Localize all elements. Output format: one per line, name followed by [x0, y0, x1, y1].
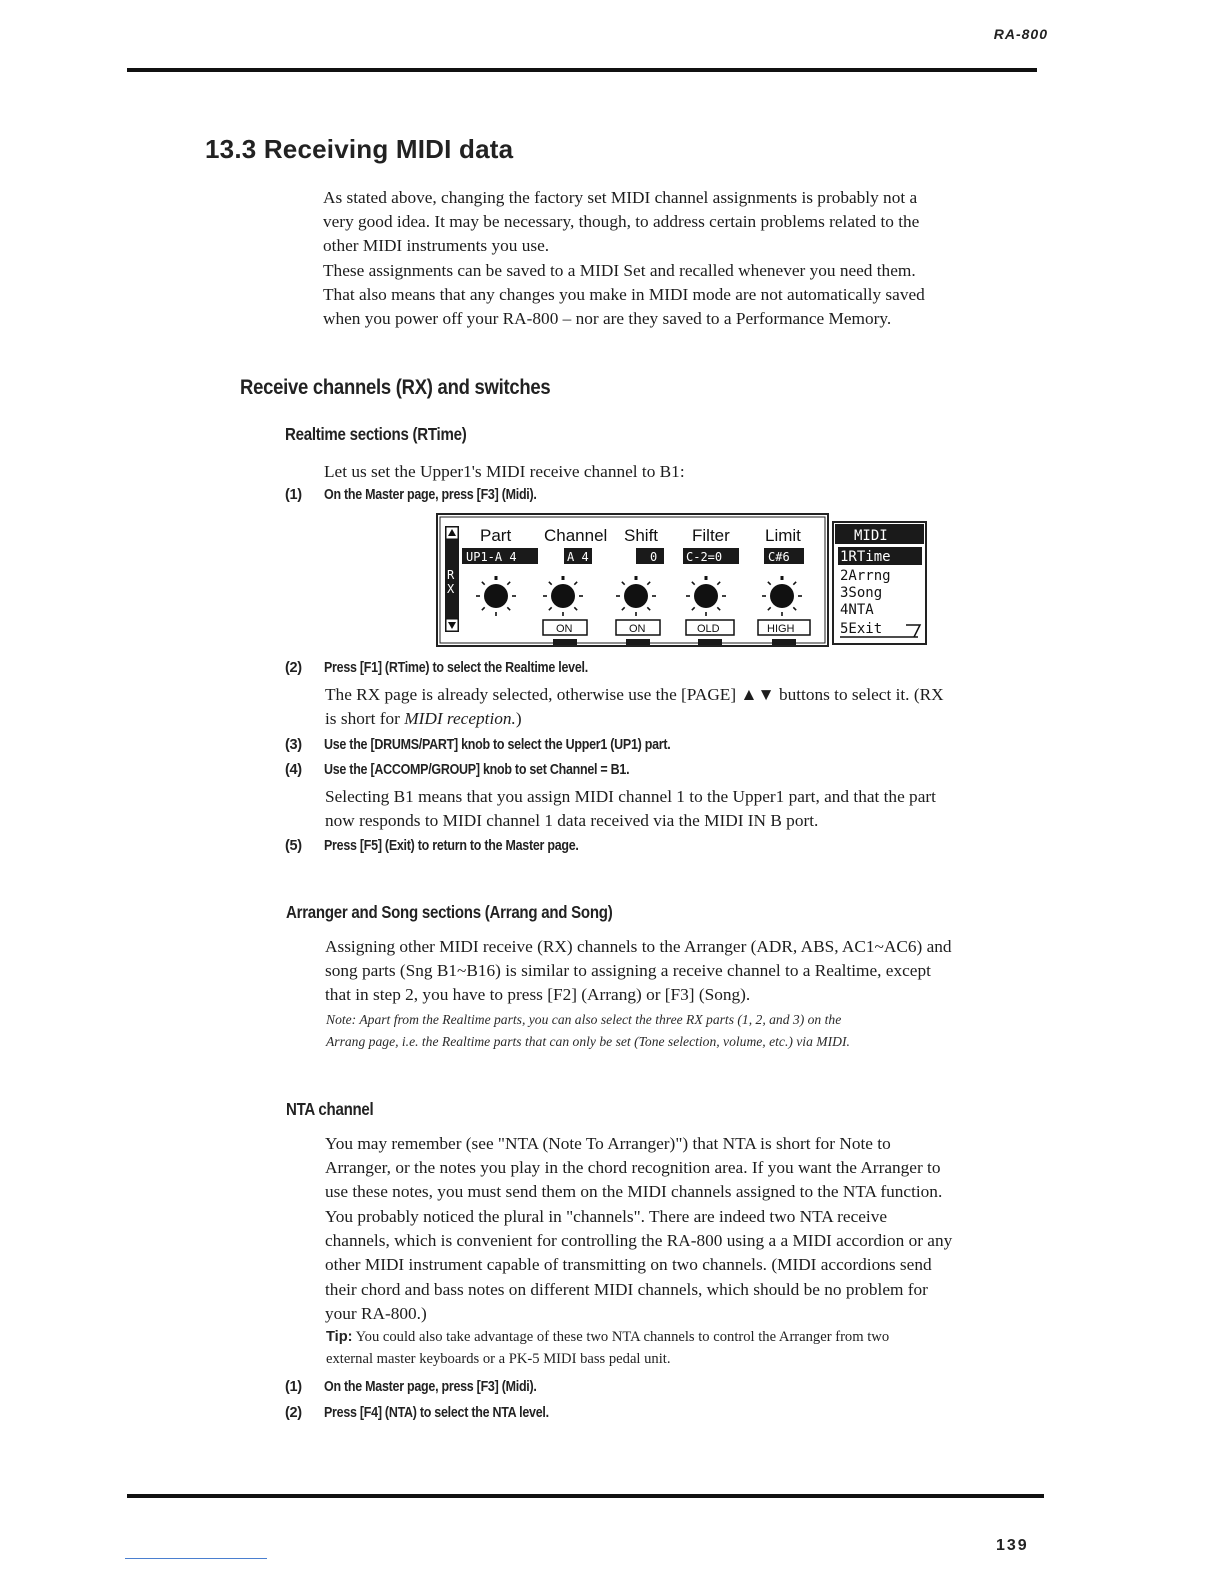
text-line: that in step 2, you have to press [F2] (Arrang) or [F3] (Song). — [325, 985, 751, 1005]
step-2 — [285, 660, 985, 680]
lcd-menu-rtime: 1RTime — [840, 549, 891, 565]
text-line: channels, which is convenient for controlling the RA-800 using a a MIDI accordion or any — [325, 1231, 953, 1251]
model-header: RA-800 — [993, 26, 1048, 42]
step-2-body — [325, 683, 944, 731]
lcd-menu-exit: 5Exit — [840, 621, 883, 637]
text-line: Note: Apart from the Realtime parts, you can also select the three RX parts (1, 2, and 3) on the — [326, 1012, 842, 1027]
step-4-body — [325, 785, 936, 833]
nta-tip — [326, 1326, 889, 1370]
text-span: ) — [515, 709, 522, 729]
step-5 — [285, 838, 985, 858]
text-line: very good idea. It may be necessary, though, to address certain problems related to the — [323, 212, 920, 232]
realtime-intro: Let us set the Upper1's MIDI receive channel to B1: — [324, 462, 685, 481]
text-line: Arranger, or the notes you play in the chord recognition area. If you want the Arranger to — [325, 1158, 941, 1178]
step-1 — [285, 487, 785, 507]
lcd-btn-old: OLD — [697, 623, 720, 635]
step-number: (4) — [285, 762, 302, 778]
text-span-italic: MIDI reception. — [404, 709, 516, 729]
lcd-field-channel: A 4 — [567, 550, 589, 564]
text-line: Selecting B1 means that you assign MIDI channel 1 to the Upper1 part, and that the part — [325, 787, 936, 806]
text-line: The RX page is already selected, otherwise use the [PAGE] ▲▼ buttons to select it. (RX — [325, 685, 944, 704]
lcd-btn-high: HIGH — [767, 623, 795, 635]
step-number: (2) — [285, 660, 302, 676]
step-text: On the Master page, press [F3] (Midi). — [324, 1379, 537, 1395]
lcd-side-letter: R — [447, 568, 455, 582]
text-line — [325, 707, 944, 731]
arranger-note — [326, 1009, 850, 1053]
text-line: other MIDI instrument capable of transmitting on two channels. (MIDI accordions send — [325, 1255, 932, 1275]
arranger-body — [325, 935, 952, 1008]
lcd-screen — [436, 513, 928, 648]
arranger-heading: Arranger and Song sections (Arrang and Song) — [286, 902, 613, 922]
text-line: their chord and bass notes on different MIDI channels, which should be no problem for — [325, 1279, 928, 1299]
text-line: Assigning other MIDI receive (RX) channels to the Arranger (ADR, ABS, AC1~AC6) and — [325, 937, 952, 956]
nta-paragraph-2 — [325, 1205, 952, 1326]
text-line: external master keyboards or a PK-5 MIDI bass pedal unit. — [326, 1351, 671, 1367]
text-line: song parts (Sng B1~B16) is similar to assigning a receive channel to a Realtime, except — [325, 961, 931, 981]
rx-heading: Receive channels (RX) and switches — [240, 376, 551, 399]
text-line: That also means that any changes you make in MIDI mode are not automatically saved — [323, 285, 925, 305]
step-text: Use the [ACCOMP/GROUP] knob to set Channel = B1. — [324, 762, 630, 778]
text-line: other MIDI instruments you use. — [323, 236, 550, 256]
lcd-col-shift: Shift — [624, 526, 659, 545]
text-line: These assignments can be saved to a MIDI Set and recalled whenever you need them. — [323, 261, 916, 280]
lcd-menu-title: MIDI — [854, 528, 888, 544]
lcd-col-part: Part — [480, 526, 512, 545]
text-line: when you power off your RA-800 – nor are they saved to a Performance Memory. — [323, 309, 892, 329]
step-text: Press [F5] (Exit) to return to the Master page. — [324, 838, 579, 854]
nta-step-1 — [285, 1379, 985, 1399]
step-text: Use the [DRUMS/PART] knob to select the Upper1 (UP1) part. — [324, 737, 671, 753]
nta-step-2 — [285, 1405, 985, 1425]
text-line: now responds to MIDI channel 1 data received via the MIDI IN B port. — [325, 811, 819, 831]
text-line: use these notes, you must send them on the MIDI channels assigned to the NTA function. — [325, 1182, 943, 1202]
nta-paragraph-1 — [325, 1132, 942, 1205]
text-line: your RA-800.) — [325, 1303, 427, 1323]
realtime-heading: Realtime sections (RTime) — [285, 424, 467, 444]
step-3 — [285, 737, 985, 757]
lcd-col-filter: Filter — [692, 526, 730, 545]
text-span: You could also take advantage of these two NTA channels to control the Arranger from two — [352, 1329, 890, 1345]
step-4 — [285, 762, 985, 782]
lcd-side-letter: X — [447, 582, 455, 596]
intro-paragraph-2 — [323, 259, 925, 332]
step-number: (1) — [285, 1379, 302, 1395]
text-span: is short for — [325, 709, 405, 729]
nta-heading: NTA channel — [286, 1099, 374, 1119]
lcd-col-limit: Limit — [765, 526, 801, 545]
step-text: On the Master page, press [F3] (Midi). — [324, 487, 537, 503]
step-number: (2) — [285, 1405, 302, 1421]
section-title: 13.3 Receiving MIDI data — [205, 134, 514, 164]
intro-paragraph-1 — [323, 186, 919, 259]
text-line: Arrang page, i.e. the Realtime parts that can only be set (Tone selection, volume, etc.) via MIDI. — [326, 1034, 850, 1049]
lcd-btn-on-1: ON — [556, 623, 573, 635]
text-line: As stated above, changing the factory set MIDI channel assignments is probably not a — [323, 188, 918, 207]
step-number: (1) — [285, 487, 302, 503]
step-number: (5) — [285, 838, 302, 854]
lcd-col-channel: Channel — [544, 526, 608, 545]
lcd-field-filter: C-2=0 — [686, 550, 723, 564]
step-text: Press [F1] (RTime) to select the Realtime level. — [324, 660, 588, 676]
text-line: You may remember (see "NTA (Note To Arranger)") that NTA is short for Note to — [325, 1134, 891, 1153]
top-rule — [127, 68, 1037, 72]
footnote-rule — [125, 1558, 267, 1559]
lcd-menu-arrng: 2Arrng — [840, 568, 891, 584]
lcd-field-shift: 0 — [650, 550, 658, 564]
tip-label: Tip: — [326, 1329, 353, 1345]
lcd-menu-nta: 4NTA — [840, 602, 874, 618]
step-text: Press [F4] (NTA) to select the NTA level. — [324, 1405, 549, 1421]
text-line: You probably noticed the plural in "channels". There are indeed two NTA receive — [325, 1207, 888, 1226]
lcd-btn-on-2: ON — [629, 623, 646, 635]
lcd-field-part: UP1-A 4 — [466, 550, 517, 564]
lcd-field-limit: C#6 — [768, 550, 790, 564]
bottom-rule — [127, 1494, 1044, 1498]
text-line — [326, 1326, 889, 1348]
step-number: (3) — [285, 737, 302, 753]
lcd-menu-song: 3Song — [840, 585, 883, 601]
page-number: 139 — [996, 1537, 1029, 1554]
